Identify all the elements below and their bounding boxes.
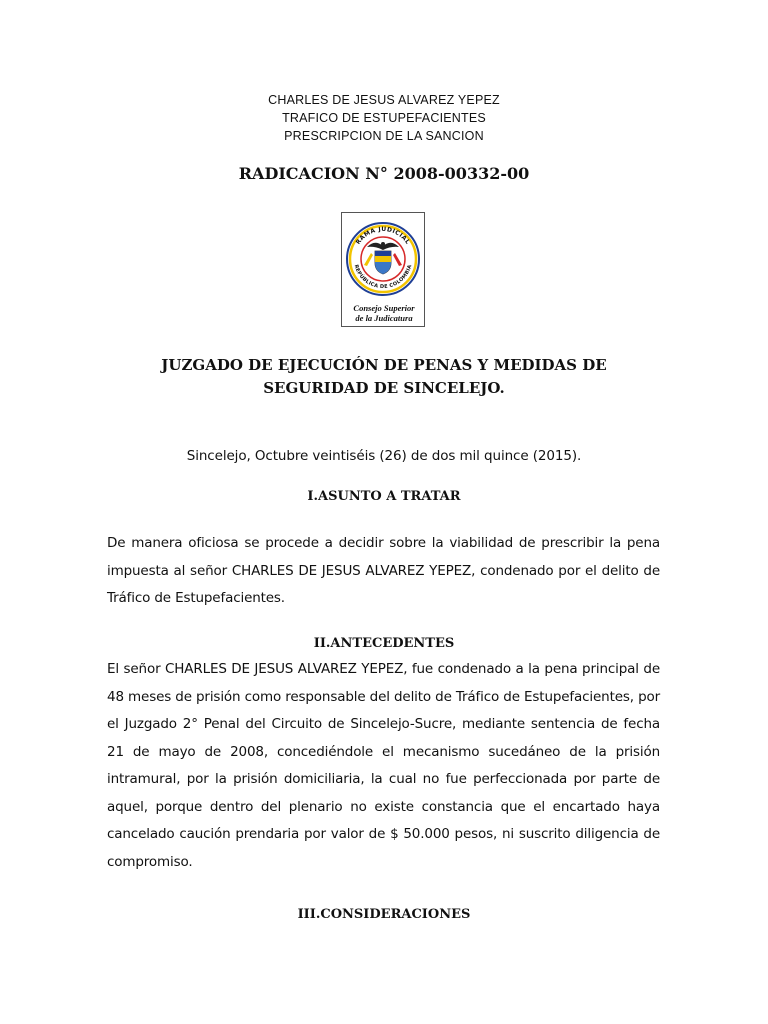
header-crime: TRAFICO DE ESTUPEFACIENTES bbox=[282, 111, 486, 125]
antecedentes-paragraph: El señor CHARLES DE JESUS ALVAREZ YEPEZ, fue condenado a la pena principal de 48 meses de prisión como responsable del delito de Tráfico de Estupefacientes, por el Juzgado 2° Penal del Circuito de Sincelejo-Sucre, mediante sentencia de fecha 21 de mayo de 2008, concediéndole el mecanismo sucedáneo de la prisión intramural, por la prisión domiciliaria, la cual no fue perfeccionada por parte de aquel, porque dentro del plenario no existe constancia que el encartado haya cancelado caución prendaria por valor de $ 50.000 pesos, ni suscrito diligencia de compromiso. bbox=[107, 661, 660, 870]
seal-caption-line2: de la Judicatura bbox=[355, 313, 413, 323]
court-title-line2: SEGURIDAD DE SINCELEJO. bbox=[263, 379, 505, 397]
seal-caption-line1: Consejo Superior bbox=[353, 303, 415, 313]
svg-text:RAMA JUDICIAL: RAMA JUDICIAL bbox=[354, 225, 412, 246]
section-antecedentes-heading: II.ANTECEDENTES bbox=[313, 636, 455, 651]
seal-caption bbox=[342, 303, 426, 323]
asunto-paragraph: De manera oficiosa se procede a decidir sobre la viabilidad de prescribir la pena impuesta al señor CHARLES DE JESUS ALVAREZ YEPEZ, condenado por el delito de Tráfico de Estupefacientes. bbox=[107, 535, 660, 606]
date-line: Sincelejo, Octubre veintiséis (26) de dos mil quince (2015). bbox=[186, 448, 582, 464]
section-consideraciones-heading: III.CONSIDERACIONES bbox=[297, 907, 471, 922]
court-title bbox=[0, 354, 768, 400]
section-asunto-heading: I.ASUNTO A TRATAR bbox=[307, 489, 461, 504]
court-title-line1: JUZGADO DE EJECUCIÓN DE PENAS Y MEDIDAS DE bbox=[161, 356, 607, 374]
judicial-seal-logo bbox=[341, 212, 425, 327]
header-subject: PRESCRIPCION DE LA SANCION bbox=[284, 129, 484, 143]
colombia-coat-of-arms-icon bbox=[342, 213, 424, 301]
header-defendant-name: CHARLES DE JESUS ALVAREZ YEPEZ bbox=[268, 93, 500, 107]
svg-text:REPÚBLICA DE COLOMBIA: REPÚBLICA DE COLOMBIA bbox=[352, 264, 414, 291]
radicacion-number: RADICACION N° 2008-00332-00 bbox=[238, 164, 530, 183]
